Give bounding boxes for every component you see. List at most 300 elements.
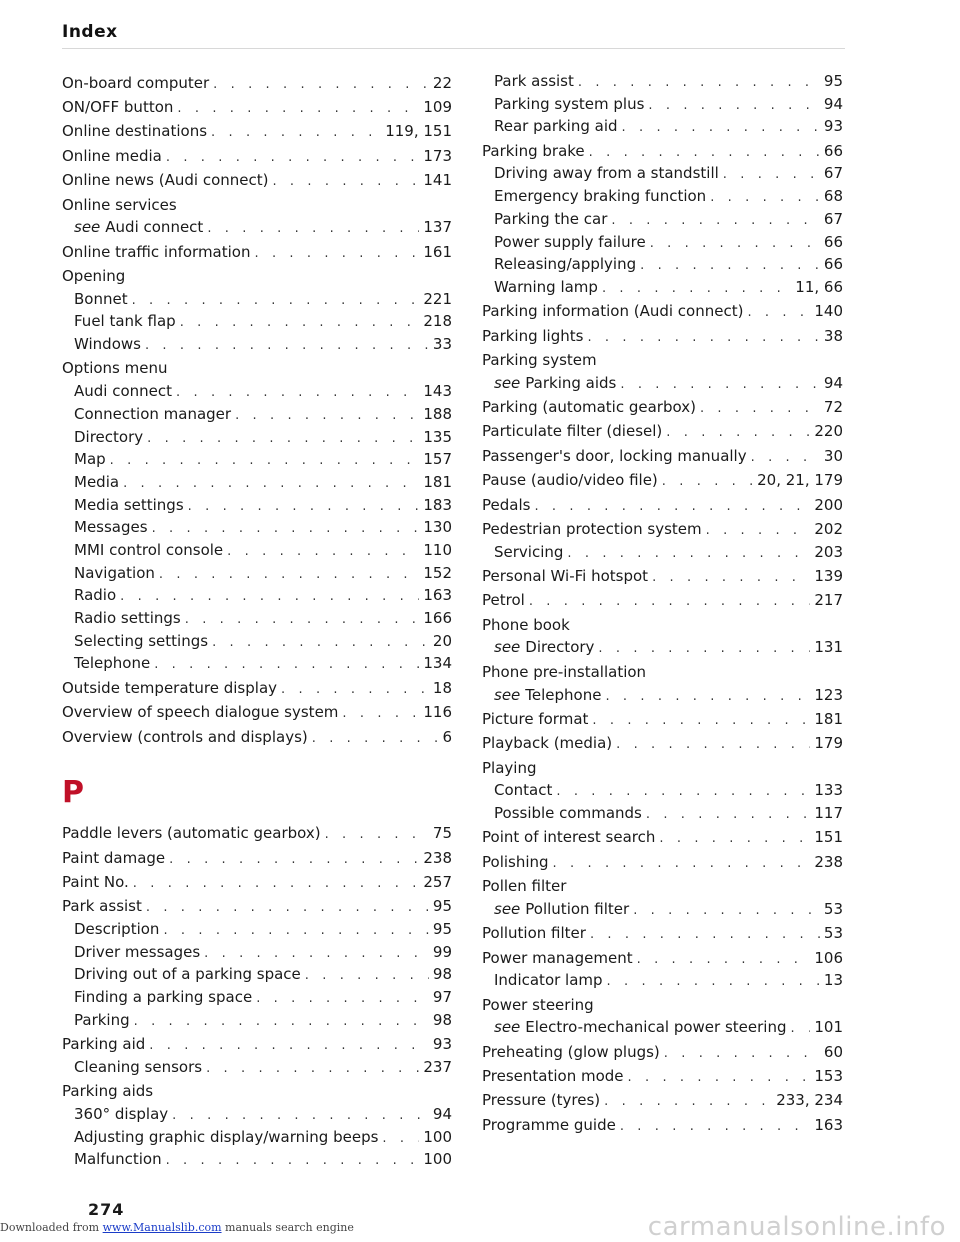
dot-leader — [710, 187, 820, 210]
entry-text: Park assist — [62, 897, 142, 916]
page-reference: 33 — [432, 335, 452, 354]
entry-term — [482, 994, 594, 1017]
manualslib-link[interactable]: www.Manualslib.com — [102, 1221, 222, 1234]
entry-term — [494, 276, 598, 299]
page-reference: 95 — [823, 72, 843, 90]
entry-term — [62, 822, 321, 845]
dot-leader — [256, 988, 429, 1011]
index-entry — [482, 276, 843, 299]
index-entry — [482, 779, 843, 802]
dot-leader — [706, 520, 811, 543]
page-reference: 238 — [423, 848, 452, 867]
page-reference: 100 — [423, 1150, 452, 1169]
page-reference: 119, 151 — [385, 122, 452, 141]
page-reference: 11, 66 — [795, 277, 843, 296]
page-reference: 20, 21, 179 — [757, 471, 843, 490]
page-reference: 98 — [432, 1010, 452, 1029]
entry-term — [494, 1016, 786, 1039]
index-entry — [62, 652, 452, 675]
index-entry — [482, 420, 843, 443]
dot-leader — [227, 541, 419, 564]
index-column-left — [62, 70, 452, 1171]
entry-text: ON/OFF button — [62, 98, 174, 117]
page-reference: 67 — [823, 209, 843, 228]
index-entry — [482, 115, 843, 138]
entry-term — [482, 325, 583, 348]
index-entry — [482, 325, 843, 348]
dot-leader — [620, 374, 820, 397]
index-entry — [482, 1041, 843, 1064]
page-reference: 183 — [423, 495, 452, 514]
entry-text: Online destinations — [62, 122, 208, 141]
index-entry — [62, 120, 452, 143]
entry-term — [74, 288, 128, 311]
page-reference: 220 — [814, 422, 843, 441]
entry-term — [482, 420, 662, 443]
dot-leader — [110, 450, 420, 473]
entry-term — [494, 802, 642, 825]
entry-text: Radio settings — [74, 609, 181, 627]
dot-leader — [281, 679, 429, 702]
index-entry — [62, 1009, 452, 1032]
page-reference: 100 — [423, 1127, 452, 1146]
page-reference: 53 — [823, 899, 843, 918]
entry-text: Phone pre-installation — [482, 662, 647, 681]
entry-text: Adjusting graphic display/warning beeps — [74, 1127, 379, 1146]
page-reference: 181 — [423, 472, 452, 491]
entry-text: Playing — [482, 758, 537, 777]
entry-term — [74, 1126, 378, 1149]
entry-text: Phone book — [482, 615, 570, 634]
page-reference: 20 — [432, 631, 452, 650]
entry-term — [494, 636, 594, 659]
dot-leader — [163, 920, 428, 943]
index-entry — [482, 140, 843, 163]
entry-text: Telephone — [525, 685, 602, 704]
entry-text: Pressure (tyres) — [482, 1091, 601, 1110]
see-reference: see — [74, 218, 101, 237]
page-reference: 60 — [823, 1042, 843, 1061]
entry-term — [494, 898, 629, 921]
entry-text: Parking system plus — [494, 94, 645, 113]
entry-text: Driving out of a parking space — [74, 965, 301, 984]
entry-text: Bonnet — [74, 289, 128, 308]
entry-text: Overview of speech dialogue system — [62, 703, 339, 722]
entry-term — [494, 253, 636, 276]
entry-term — [74, 1009, 130, 1032]
watermark: carmanualsonline.info — [647, 1212, 946, 1242]
index-entry — [62, 96, 452, 119]
dot-leader — [176, 382, 419, 405]
entry-text: Indicator lamp — [494, 971, 603, 990]
page-reference: 38 — [823, 326, 843, 345]
entry-term — [74, 216, 203, 239]
page-reference: 179 — [814, 734, 843, 753]
dot-leader — [211, 122, 381, 145]
entry-text: Contact — [494, 781, 553, 800]
index-entry — [62, 333, 452, 356]
index-entry — [482, 93, 843, 116]
index-entry — [62, 895, 452, 918]
entry-term — [482, 614, 570, 637]
index-entry — [62, 288, 452, 311]
index-entry — [62, 701, 452, 724]
dot-leader — [648, 95, 820, 118]
dot-leader — [790, 1018, 810, 1041]
dot-leader — [666, 422, 810, 445]
entry-term — [482, 1089, 600, 1112]
dot-leader — [747, 302, 810, 325]
entry-text: Rear parking aid — [494, 117, 618, 136]
entry-text: Audi connect — [74, 382, 173, 401]
index-entry — [62, 494, 452, 517]
entry-text: Pedals — [482, 495, 531, 514]
index-entry — [482, 1114, 843, 1137]
page-reference: 130 — [423, 518, 452, 537]
dot-leader — [134, 1011, 429, 1034]
index-entry — [62, 403, 452, 426]
entry-term — [482, 875, 566, 898]
dot-leader — [587, 327, 819, 350]
entry-term — [482, 1041, 660, 1064]
entry-term — [74, 494, 184, 517]
index-entry — [482, 708, 843, 731]
entry-term — [74, 986, 252, 1009]
entry-term — [74, 1056, 202, 1079]
dot-leader — [602, 278, 791, 301]
entry-term — [74, 918, 159, 941]
page-reference: 30 — [823, 446, 843, 465]
dot-leader — [640, 255, 820, 278]
dot-leader — [272, 171, 419, 194]
index-entry — [482, 898, 843, 921]
entry-text: Pollution filter — [482, 924, 586, 943]
page-reference: 18 — [432, 678, 452, 697]
index-list-p-continued — [482, 70, 843, 1137]
index-entry — [482, 614, 843, 637]
index-entry — [482, 802, 843, 825]
page-reference: 94 — [432, 1104, 452, 1123]
dot-leader — [123, 473, 419, 496]
entry-text: Preheating (glow plugs) — [482, 1042, 660, 1061]
entry-text: Power steering — [482, 995, 594, 1014]
entry-term — [482, 947, 633, 970]
index-entry — [482, 70, 843, 93]
entry-term — [74, 539, 223, 562]
entry-term — [62, 871, 129, 894]
entry-text: Directory — [74, 427, 144, 446]
page-reference: 161 — [423, 242, 452, 261]
page-reference: 200 — [814, 495, 843, 514]
entry-text: Parking system — [482, 351, 597, 369]
dot-leader — [145, 335, 429, 358]
entry-term — [74, 471, 119, 494]
entry-text: Connection manager — [74, 404, 232, 423]
entry-text: Warning lamp — [494, 277, 598, 296]
entry-term — [482, 708, 588, 731]
index-entry — [62, 216, 452, 239]
entry-term — [74, 333, 141, 356]
index-entry — [482, 231, 843, 254]
entry-text: Windows — [74, 335, 141, 354]
index-entry — [482, 300, 843, 323]
dot-leader — [207, 218, 419, 241]
entry-term — [74, 607, 181, 630]
dot-leader — [206, 1058, 419, 1081]
entry-term — [482, 565, 648, 588]
index-entry — [62, 310, 452, 333]
page-reference: 238 — [814, 852, 843, 871]
index-entry — [482, 661, 843, 684]
index-entry — [62, 1033, 452, 1056]
entry-text: Paddle levers (automatic gearbox) — [62, 824, 321, 843]
download-footer — [0, 1221, 354, 1234]
entry-text: Parking the car — [494, 209, 608, 228]
entry-term — [62, 265, 125, 288]
page-reference: 116 — [423, 703, 452, 722]
entry-text: Pollution filter — [525, 899, 630, 918]
page-reference: 131 — [814, 638, 843, 657]
index-entry — [62, 822, 452, 845]
section-letter: P — [62, 775, 84, 811]
page-reference: 98 — [432, 965, 452, 984]
entry-term — [62, 72, 209, 95]
dot-leader — [529, 591, 811, 614]
entry-term — [482, 349, 597, 372]
index-list-p — [62, 822, 452, 1171]
page-reference: 202 — [814, 519, 843, 538]
index-entry — [62, 145, 452, 168]
dot-leader — [132, 290, 420, 313]
entry-text: Telephone — [74, 654, 151, 673]
dot-leader — [628, 1067, 811, 1090]
entry-term — [482, 445, 747, 468]
dot-leader — [620, 1116, 811, 1139]
index-entry — [482, 994, 843, 1017]
index-entry — [62, 918, 452, 941]
dot-leader — [152, 518, 420, 541]
dot-leader — [147, 428, 419, 451]
entry-text: Picture format — [482, 709, 589, 728]
entry-term — [62, 895, 142, 918]
page-reference: 6 — [442, 727, 452, 746]
page-reference: 217 — [814, 591, 843, 610]
dot-leader — [592, 710, 810, 733]
page-reference: 157 — [423, 450, 452, 469]
dot-leader — [607, 971, 820, 994]
index-entry — [482, 253, 843, 276]
entry-term — [62, 194, 177, 217]
entry-term — [74, 963, 301, 986]
entry-term — [482, 851, 549, 874]
dot-leader — [598, 638, 810, 661]
dot-leader — [553, 853, 811, 876]
entry-term — [482, 494, 530, 517]
entry-text: Parking — [74, 1010, 130, 1029]
index-entry — [62, 448, 452, 471]
entry-text: Point of interest search — [482, 828, 656, 847]
entry-text: Overview (controls and displays) — [62, 727, 308, 746]
index-entry — [482, 372, 843, 395]
entry-text: Paint damage — [62, 848, 166, 867]
dot-leader — [604, 1091, 772, 1114]
see-reference: see — [494, 685, 521, 704]
entry-term — [482, 140, 585, 163]
entry-text: MMI control console — [74, 540, 224, 559]
page-reference: 137 — [423, 218, 452, 237]
entry-term — [62, 701, 338, 724]
dot-leader — [154, 654, 419, 677]
entry-text: Driver messages — [74, 942, 201, 961]
entry-term — [74, 941, 200, 964]
entry-term — [62, 357, 168, 380]
dot-leader — [646, 804, 811, 827]
entry-term — [482, 922, 586, 945]
entry-text: Power supply failure — [494, 232, 646, 251]
index-entry — [482, 1016, 843, 1039]
page-number: 274 — [88, 1200, 125, 1219]
entry-term — [62, 847, 165, 870]
dot-leader — [751, 447, 820, 470]
index-entry — [482, 636, 843, 659]
entry-term — [482, 1114, 616, 1137]
dot-leader — [633, 900, 820, 923]
entry-term — [62, 96, 173, 119]
entry-text: Online news (Audi connect) — [62, 171, 269, 190]
entry-text: Petrol — [482, 591, 525, 610]
entry-text: Media settings — [74, 495, 184, 514]
page-reference: 22 — [432, 73, 452, 92]
entry-text: Map — [74, 450, 106, 469]
entry-term — [62, 241, 250, 264]
page-reference: 163 — [814, 1115, 843, 1134]
dot-leader — [723, 164, 820, 187]
dot-leader — [213, 74, 429, 97]
index-entry — [62, 194, 452, 217]
header-divider — [62, 48, 845, 49]
index-entry — [482, 162, 843, 185]
entry-text: Navigation — [74, 563, 155, 582]
index-entry — [482, 922, 843, 945]
page-reference: 72 — [823, 398, 843, 417]
page-reference: 141 — [423, 171, 452, 190]
see-reference: see — [494, 899, 521, 918]
page-reference: 233, 234 — [776, 1091, 843, 1110]
index-entry — [62, 539, 452, 562]
page-reference: 75 — [432, 824, 452, 843]
index-entry — [62, 241, 452, 264]
entry-text: Paint No. — [62, 872, 129, 891]
entry-text: Audi connect — [105, 218, 204, 237]
dot-leader — [590, 924, 820, 947]
entry-text: Parking aids — [62, 1082, 154, 1101]
entry-term — [74, 380, 172, 403]
page-reference: 97 — [432, 988, 452, 1007]
index-entry — [62, 607, 452, 630]
entry-text: Online services — [62, 195, 177, 214]
index-entry — [62, 1056, 452, 1079]
page-reference: 173 — [423, 146, 452, 165]
index-entry — [62, 1103, 452, 1126]
page-reference: 66 — [823, 255, 843, 274]
dot-leader — [589, 142, 820, 165]
entry-term — [494, 93, 644, 116]
entry-term — [74, 584, 116, 607]
dot-leader — [177, 98, 419, 121]
dot-leader — [605, 686, 810, 709]
entry-text: Presentation mode — [482, 1067, 624, 1086]
page-reference: 13 — [823, 971, 843, 990]
dot-leader — [133, 873, 420, 896]
entry-term — [74, 562, 155, 585]
entry-text: Possible commands — [494, 804, 642, 822]
index-entry — [62, 426, 452, 449]
entry-term — [74, 1148, 162, 1171]
page-reference: 151 — [814, 828, 843, 847]
dot-leader — [611, 210, 820, 233]
index-entry — [62, 265, 452, 288]
entry-text: Parking aids — [525, 373, 617, 392]
index-entry — [62, 72, 452, 95]
dot-leader — [622, 117, 820, 140]
entry-term — [74, 310, 176, 333]
entry-text: Electro-mechanical power steering — [525, 1018, 787, 1037]
index-entry — [62, 986, 452, 1009]
entry-text: Passenger's door, locking manually — [482, 446, 747, 465]
page-reference: 135 — [423, 427, 452, 446]
page-reference: 99 — [432, 942, 452, 961]
page-reference: 101 — [814, 1018, 843, 1037]
page-reference: 133 — [814, 781, 843, 800]
dot-leader — [146, 897, 429, 920]
page-reference: 66 — [823, 141, 843, 160]
index-entry — [482, 732, 843, 755]
entry-text: Emergency braking function — [494, 187, 707, 206]
entry-text: Malfunction — [74, 1150, 162, 1169]
page-reference: 221 — [423, 289, 452, 308]
index-entry — [482, 396, 843, 419]
dot-leader — [204, 943, 429, 966]
dot-leader — [166, 147, 419, 170]
entry-term — [482, 469, 658, 492]
entry-term — [482, 396, 696, 419]
index-entry — [482, 684, 843, 707]
dot-leader — [650, 233, 820, 256]
entry-term — [74, 1103, 168, 1126]
page-reference: 203 — [814, 542, 843, 561]
index-entry — [482, 469, 843, 492]
index-entry — [482, 1089, 843, 1112]
dot-leader — [664, 1043, 820, 1066]
entry-term — [494, 115, 618, 138]
page-reference: 95 — [432, 920, 452, 938]
index-entry — [482, 757, 843, 780]
dot-leader — [212, 632, 429, 655]
page-reference: 67 — [823, 164, 843, 183]
entry-term — [494, 162, 719, 185]
dot-leader — [662, 471, 753, 494]
index-entry — [482, 969, 843, 992]
entry-term — [482, 518, 702, 541]
entry-text: Parking lights — [482, 326, 584, 345]
index-entry — [482, 947, 843, 970]
page-reference: 143 — [423, 382, 452, 401]
entry-text: Online media — [62, 146, 162, 165]
page-reference: 163 — [423, 586, 452, 605]
index-entry — [62, 963, 452, 986]
see-reference: see — [494, 1018, 521, 1037]
page-reference: 139 — [814, 567, 843, 585]
